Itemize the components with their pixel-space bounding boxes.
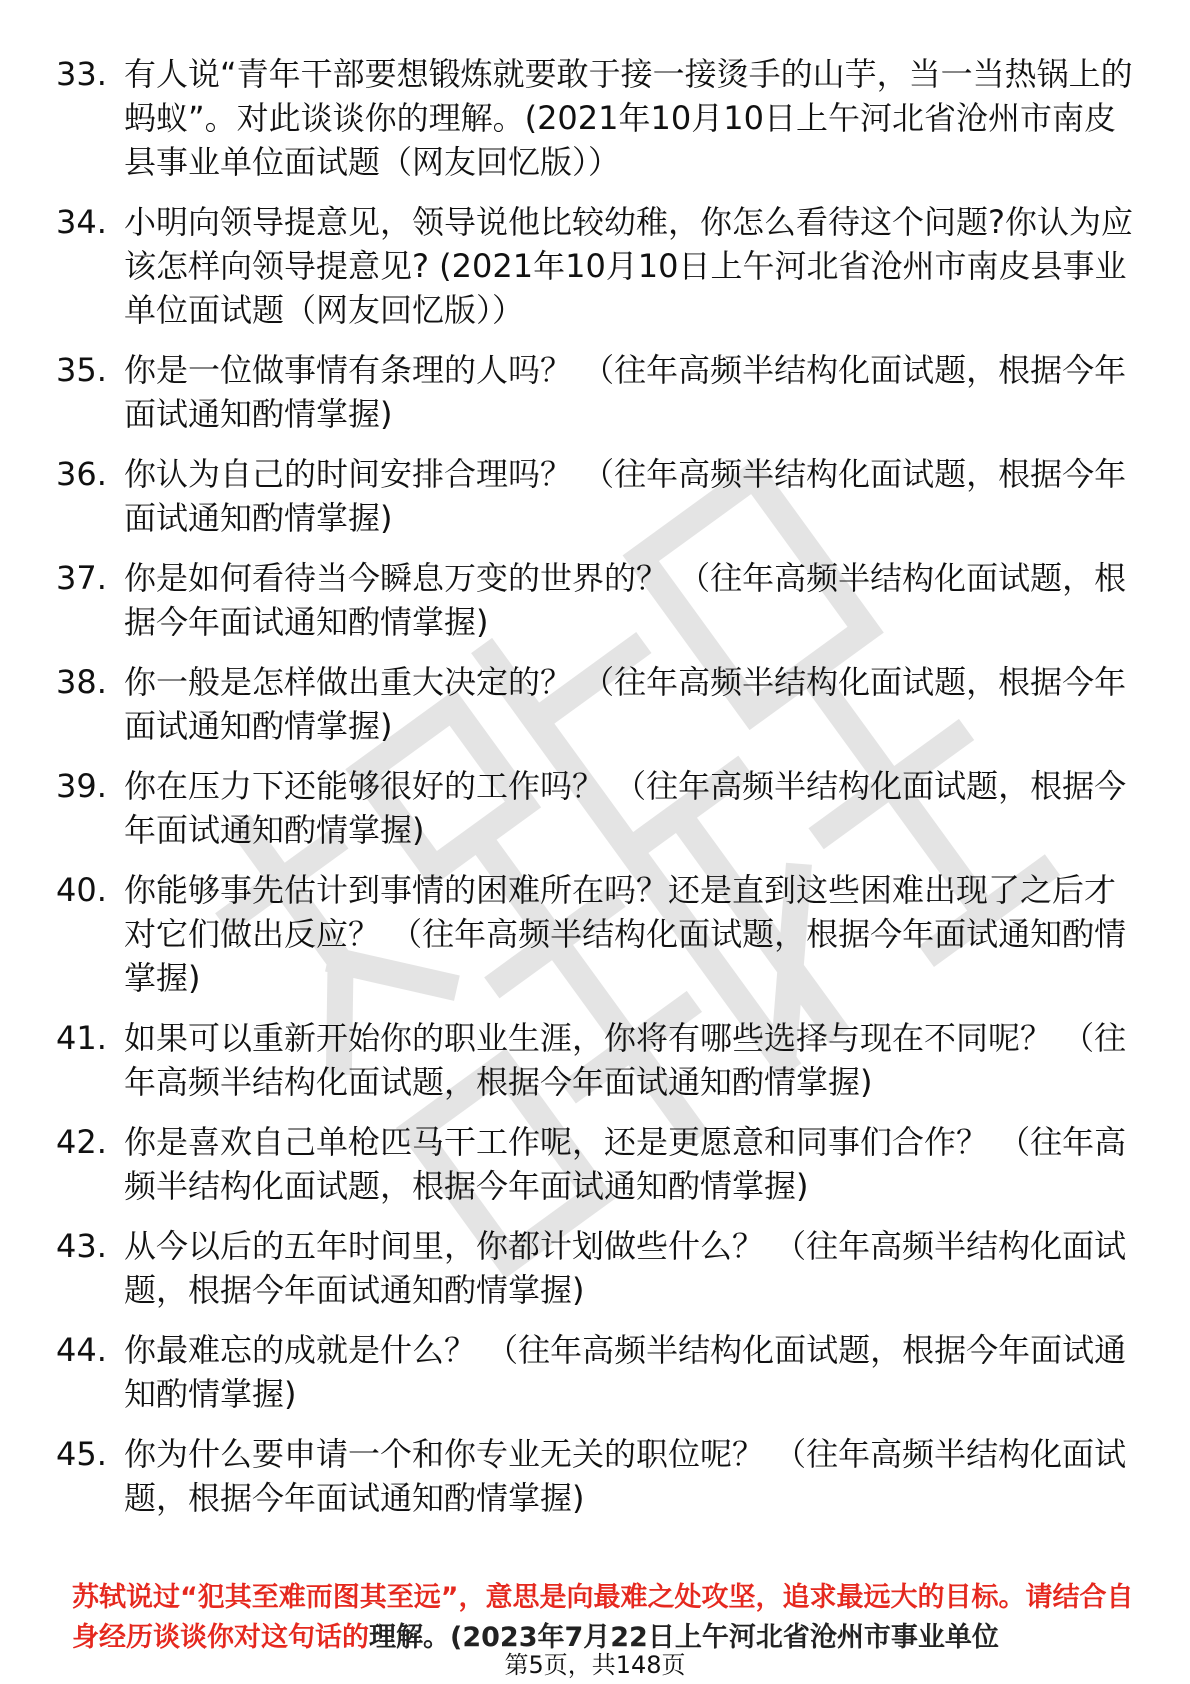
question-text: 你一般是怎样做出重大决定的？ （往年高频半结构化面试题，根据今年面试通知酌情掌握): [124, 663, 1127, 745]
question-number: 44.: [56, 1331, 107, 1369]
list-item: [56, 52, 1136, 184]
question-text: 你能够事先估计到事情的困难所在吗？还是直到这些困难出现了之后才对它们做出反应？ （往年高频半结构化面试题，根据今年面试通知酌情掌握): [124, 871, 1127, 997]
highlighted-question-source: 理解。(2023年7月22日上午河北省沧州市事业单位: [369, 1622, 999, 1653]
question-text: 有人说“青年干部要想锻炼就要敢于接一接烫手的山芋，当一当热锅上的蚂蚁”。对此谈谈你的理解。(2021年10月10日上午河北省沧州市南皮县事业单位面试题（网友回忆版））: [124, 55, 1133, 181]
question-number: 41.: [56, 1019, 107, 1057]
question-text: 你是喜欢自己单枪匹马干工作呢，还是更愿意和同事们合作？ （往年高频半结构化面试题，根据今年面试通知酌情掌握): [124, 1123, 1127, 1205]
question-number: 42.: [56, 1123, 107, 1161]
list-item: [56, 1328, 1136, 1416]
question-number: 38.: [56, 663, 107, 701]
question-text: 小明向领导提意见，领导说他比较幼稚，你怎么看待这个问题?你认为应该怎样向领导提意见? (2021年10月10日上午河北省沧州市南皮县事业单位面试题（网友回忆版））: [124, 203, 1133, 329]
question-text: 你为什么要申请一个和你专业无关的职位呢？ （往年高频半结构化面试题，根据今年面试通知酌情掌握): [124, 1435, 1127, 1517]
question-number: 33.: [56, 55, 107, 93]
question-number: 34.: [56, 203, 107, 241]
question-text: 你最难忘的成就是什么？ （往年高频半结构化面试题，根据今年面试通知酌情掌握): [124, 1331, 1127, 1413]
question-text: 你是如何看待当今瞬息万变的世界的？ （往年高频半结构化面试题，根据今年面试通知酌情掌握): [124, 559, 1127, 641]
list-item: [56, 1120, 1136, 1208]
list-item: [56, 1224, 1136, 1312]
page-number: 第5页，共148页: [504, 1651, 686, 1679]
list-item: [56, 200, 1136, 332]
highlighted-question: [72, 1578, 1136, 1658]
question-number: 43.: [56, 1227, 107, 1265]
question-number: 39.: [56, 767, 107, 805]
list-item: [56, 1432, 1136, 1520]
question-number: 36.: [56, 455, 107, 493]
question-number: 40.: [56, 871, 107, 909]
question-text: 你在压力下还能够很好的工作吗？ （往年高频半结构化面试题，根据今年面试通知酌情掌握): [124, 767, 1127, 849]
question-number: 37.: [56, 559, 107, 597]
list-item: [56, 348, 1136, 436]
question-text: 如果可以重新开始你的职业生涯，你将有哪些选择与现在不同呢？ （往年高频半结构化面试题，根据今年面试通知酌情掌握): [124, 1019, 1127, 1101]
question-text: 你认为自己的时间安排合理吗？ （往年高频半结构化面试题，根据今年面试通知酌情掌握): [124, 455, 1127, 537]
list-item: [56, 452, 1136, 540]
list-item: [56, 764, 1136, 852]
question-text: 从今以后的五年时间里，你都计划做些什么？ （往年高频半结构化面试题，根据今年面试通知酌情掌握): [124, 1227, 1127, 1309]
list-item: [56, 556, 1136, 644]
highlighted-question-text: 苏轼说过“犯其至难而图其至远”，意思是向最难之处攻坚，追求最远大的目标。请结合自身经历谈谈你对这句话的: [72, 1582, 1134, 1653]
question-number: 45.: [56, 1435, 107, 1473]
list-item: [56, 1016, 1136, 1104]
question-text: 你是一位做事情有条理的人吗？ （往年高频半结构化面试题，根据今年面试通知酌情掌握): [124, 351, 1127, 433]
list-item: [56, 868, 1136, 1000]
question-list: [56, 52, 1136, 1536]
question-number: 35.: [56, 351, 107, 389]
list-item: [56, 660, 1136, 748]
